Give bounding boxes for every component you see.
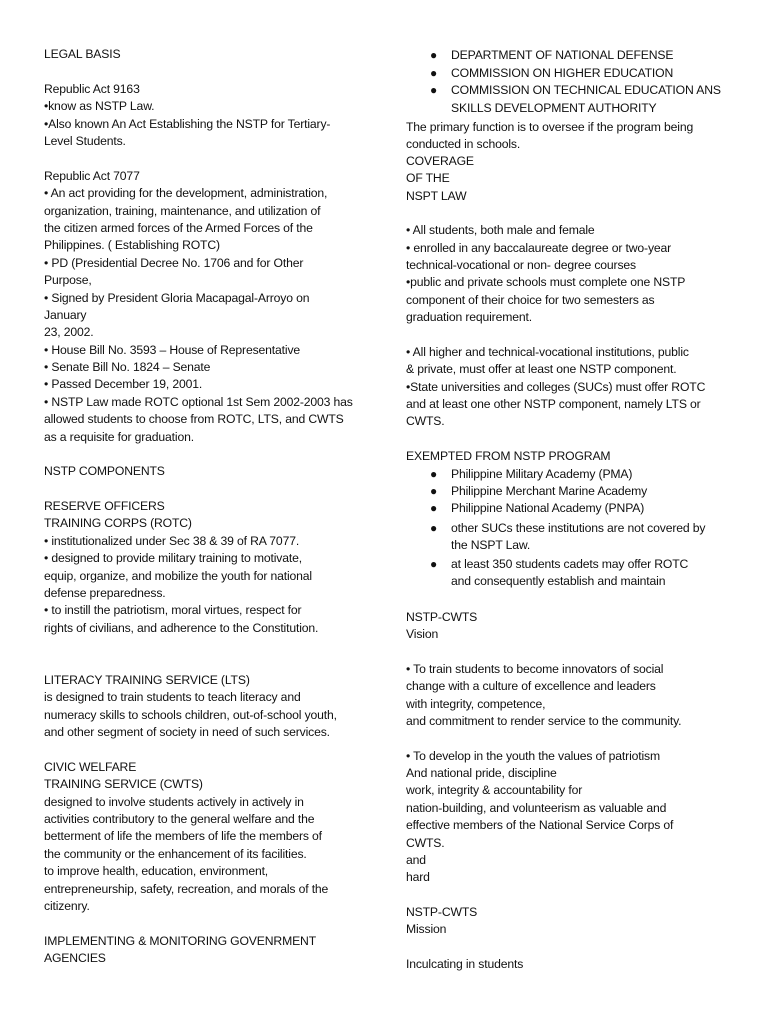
bullet-icon: ● bbox=[430, 484, 438, 498]
cwts-heading: TRAINING SERVICE (CWTS) bbox=[44, 777, 203, 791]
text-line: CWTS. bbox=[406, 836, 445, 850]
coverage-heading: COVERAGE bbox=[406, 154, 474, 168]
text-line: work, integrity & accountability for bbox=[406, 783, 583, 797]
implementing-heading: IMPLEMENTING & MONITORING GOVENRMENT bbox=[44, 934, 316, 948]
text-line: graduation requirement. bbox=[406, 310, 532, 324]
agency-item: COMMISSION ON TECHNICAL EDUCATION ANS bbox=[451, 83, 721, 97]
text-line: designed to involve students actively in actively in bbox=[44, 795, 304, 809]
text-line: • All students, both male and female bbox=[406, 223, 595, 237]
text-line: equip, organize, and mobilize the youth for national bbox=[44, 569, 312, 583]
text-line: • PD (Presidential Decree No. 1706 and for Other bbox=[44, 256, 304, 270]
text-line: numeracy skills to schools children, out-of-school youth, bbox=[44, 708, 337, 722]
text-line: • All higher and technical-vocational institutions, public bbox=[406, 345, 689, 359]
text-line: Philippines. ( Establishing ROTC) bbox=[44, 238, 220, 252]
text-line: • designed to provide military training to motivate, bbox=[44, 551, 302, 565]
text-line: The primary function is to oversee if the program being bbox=[406, 120, 694, 134]
legal-basis-heading: LEGAL BASIS bbox=[44, 47, 121, 61]
text-line: hard bbox=[406, 870, 430, 884]
bullet-icon: ● bbox=[430, 48, 438, 62]
text-line: •State universities and colleges (SUCs) must offer ROTC bbox=[406, 380, 706, 394]
text-line: • Signed by President Gloria Macapagal-Arroyo on bbox=[44, 291, 310, 305]
mission-heading: Mission bbox=[406, 922, 447, 936]
vision-heading: NSTP-CWTS bbox=[406, 610, 478, 624]
text-line: organization, training, maintenance, and utilization of bbox=[44, 204, 321, 218]
text-line: as a requisite for graduation. bbox=[44, 430, 194, 444]
text-line: •public and private schools must complete one NSTP bbox=[406, 275, 686, 289]
rotc-heading: RESERVE OFFICERS bbox=[44, 499, 165, 513]
text-line: entrepreneurship, safety, recreation, and morals of the bbox=[44, 882, 329, 896]
bullet-icon: ● bbox=[430, 501, 438, 515]
text-line: • NSTP Law made ROTC optional 1st Sem 2002-2003 has bbox=[44, 395, 353, 409]
text-line: to improve health, education, environment, bbox=[44, 864, 269, 878]
text-line: activities contributory to the general welfare and the bbox=[44, 812, 315, 826]
text-line: conducted in schools. bbox=[406, 137, 521, 151]
text-line: Inculcating in students bbox=[406, 957, 524, 971]
text-line: •Also known An Act Establishing the NSTP for Tertiary- bbox=[44, 117, 331, 131]
text-line: and bbox=[406, 853, 426, 867]
text-line: change with a culture of excellence and leaders bbox=[406, 679, 656, 693]
text-line: allowed students to choose from ROTC, LTS, and CWTS bbox=[44, 412, 344, 426]
text-line: component of their choice for two semesters as bbox=[406, 293, 655, 307]
components-heading: NSTP COMPONENTS bbox=[44, 464, 165, 478]
text-line: and commitment to render service to the community. bbox=[406, 714, 682, 728]
exempted-item: and consequently establish and maintain bbox=[451, 574, 666, 588]
vision-heading: Vision bbox=[406, 627, 439, 641]
text-line: • Senate Bill No. 1824 – Senate bbox=[44, 360, 211, 374]
text-line: • Passed December 19, 2001. bbox=[44, 377, 203, 391]
mission-heading: NSTP-CWTS bbox=[406, 905, 478, 919]
exempted-item: Philippine National Academy (PNPA) bbox=[451, 501, 645, 515]
text-line: and at least one other NSTP component, namely LTS or bbox=[406, 397, 701, 411]
exempted-item: at least 350 students cadets may offer ROTC bbox=[451, 557, 689, 571]
text-line: Level Students. bbox=[44, 134, 126, 148]
text-line: •know as NSTP Law. bbox=[44, 99, 155, 113]
text-line: technical-vocational or non- degree courses bbox=[406, 258, 636, 272]
exempted-item: the NSPT Law. bbox=[451, 538, 531, 552]
exempted-item: Philippine Merchant Marine Academy bbox=[451, 484, 648, 498]
text-line: citizenry. bbox=[44, 899, 90, 913]
text-line: • To train students to become innovators of social bbox=[406, 662, 664, 676]
text-line: • House Bill No. 3593 – House of Representative bbox=[44, 343, 301, 357]
text-line: 23, 2002. bbox=[44, 325, 94, 339]
text-line: • An act providing for the development, administration, bbox=[44, 186, 328, 200]
agency-item: SKILLS DEVELOPMENT AUTHORITY bbox=[451, 101, 657, 115]
cwts-heading: CIVIC WELFARE bbox=[44, 760, 137, 774]
text-line: the community or the enhancement of its facilities. bbox=[44, 847, 307, 861]
bullet-icon: ● bbox=[430, 467, 438, 481]
text-line: And national pride, discipline bbox=[406, 766, 557, 780]
text-line: betterment of life the members of life the members of bbox=[44, 829, 322, 843]
exempted-item: other SUCs these institutions are not covered by bbox=[451, 521, 706, 535]
text-line: the citizen armed forces of the Armed Forces of the bbox=[44, 221, 313, 235]
text-line: with integrity, competence, bbox=[406, 697, 546, 711]
bullet-icon: ● bbox=[430, 66, 438, 80]
ra7077-heading: Republic Act 7077 bbox=[44, 169, 140, 183]
bullet-icon: ● bbox=[430, 83, 438, 97]
agency-item: COMMISSION ON HIGHER EDUCATION bbox=[451, 66, 674, 80]
implementing-heading: AGENCIES bbox=[44, 951, 106, 965]
text-line: & private, must offer at least one NSTP component. bbox=[406, 362, 677, 376]
bullet-icon: ● bbox=[430, 521, 438, 535]
text-line: defense preparedness. bbox=[44, 586, 166, 600]
text-line: Purpose, bbox=[44, 273, 92, 287]
coverage-heading: NSPT LAW bbox=[406, 189, 467, 203]
text-line: • To develop in the youth the values of patriotism bbox=[406, 749, 660, 763]
agency-item: DEPARTMENT OF NATIONAL DEFENSE bbox=[451, 48, 674, 62]
coverage-heading: OF THE bbox=[406, 171, 450, 185]
text-line: • institutionalized under Sec 38 & 39 of RA 7077. bbox=[44, 534, 300, 548]
text-line: and other segment of society in need of such services. bbox=[44, 725, 330, 739]
text-line: is designed to train students to teach literacy and bbox=[44, 690, 301, 704]
text-line: CWTS. bbox=[406, 414, 445, 428]
text-line: rights of civilians, and adherence to the Constitution. bbox=[44, 621, 319, 635]
bullet-icon: ● bbox=[430, 557, 438, 571]
text-line: • enrolled in any baccalaureate degree or two-year bbox=[406, 241, 672, 255]
text-line: January bbox=[44, 308, 87, 322]
text-line: nation-building, and volunteerism as valuable and bbox=[406, 801, 667, 815]
lts-heading: LITERACY TRAINING SERVICE (LTS) bbox=[44, 673, 250, 687]
ra9163-heading: Republic Act 9163 bbox=[44, 82, 140, 96]
exempted-item: Philippine Military Academy (PMA) bbox=[451, 467, 633, 481]
text-line: • to instill the patriotism, moral virtues, respect for bbox=[44, 603, 302, 617]
rotc-heading: TRAINING CORPS (ROTC) bbox=[44, 516, 192, 530]
exempted-heading: EXEMPTED FROM NSTP PROGRAM bbox=[406, 449, 611, 463]
text-line: effective members of the National Service Corps of bbox=[406, 818, 674, 832]
